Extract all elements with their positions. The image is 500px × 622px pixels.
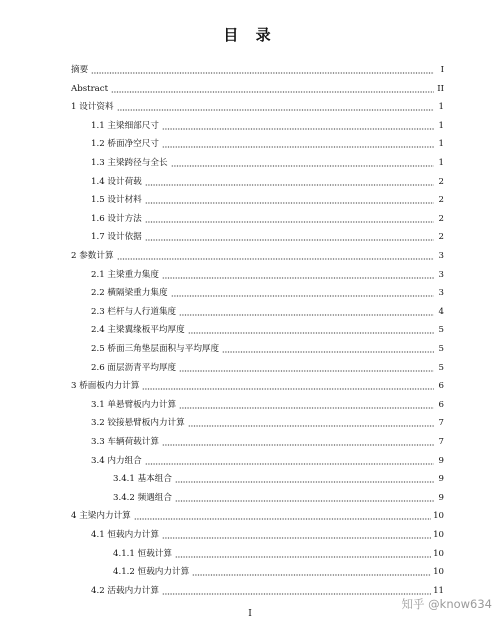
watermark: 知乎 @know634 (401, 597, 492, 611)
toc-entry-label: 4.2 活载内力计算 (91, 585, 159, 596)
toc-entry-page: 10 (433, 511, 444, 522)
toc-entry-label: 1.6 设计方法 (91, 213, 142, 224)
toc-entry-page: 2 (438, 232, 444, 243)
toc-entry (113, 490, 444, 504)
toc-entry-label: 2 参数计算 (71, 251, 114, 261)
toc-entry-page: 6 (438, 381, 444, 392)
toc-leader-dots (117, 258, 434, 260)
toc-leader-dots (117, 109, 434, 111)
toc-entry-page: 2 (438, 195, 444, 206)
toc-entry-label: 3.3 车辆荷载计算 (91, 437, 159, 447)
toc-entry-label: 3.1 单悬臂板内力计算 (91, 399, 177, 410)
toc-entry-page: 2 (438, 176, 444, 187)
toc-entry-page: II (437, 83, 444, 94)
toc-entry (71, 81, 444, 95)
toc-entry (91, 434, 444, 448)
toc-entry-page: 10 (433, 548, 444, 559)
page-number-footer: I (248, 609, 252, 619)
toc-entry-page: 10 (433, 567, 444, 578)
toc-entry-label: 1.1 主梁细部尺寸 (91, 120, 159, 131)
toc-entry-page: 6 (438, 399, 444, 410)
toc-entry-label: 3.4.2 频遇组合 (113, 492, 172, 503)
toc-entry-label: 1.5 设计材料 (91, 195, 142, 206)
toc-leader-dots (179, 407, 434, 409)
toc-leader-dots (179, 370, 434, 372)
toc-entry (71, 378, 444, 392)
toc-entry-page: 1 (438, 139, 444, 150)
toc-entry-page: 9 (438, 455, 444, 466)
toc-leader-dots (171, 295, 434, 297)
toc-leader-dots (188, 425, 434, 427)
toc-entry-label: 2.3 栏杆与人行道集度 (91, 306, 177, 317)
toc-title: 目 录 (223, 26, 277, 44)
toc-leader-dots (162, 277, 434, 279)
toc-entry-page: 11 (433, 585, 444, 596)
toc-entry-label: 1.4 设计荷载 (91, 176, 142, 187)
toc-entry (113, 471, 444, 485)
toc-entry-label: 2.2 横隔梁重力集度 (91, 288, 168, 299)
toc-entry-page: 1 (438, 102, 444, 113)
toc-leader-dots (145, 184, 434, 186)
toc-leader-dots (134, 518, 431, 520)
toc-entry (71, 62, 444, 76)
toc-leader-dots (162, 128, 434, 130)
toc-entry (91, 285, 444, 299)
toc-entry (91, 527, 444, 541)
toc-entry-label: 3.2 铰接悬臂板内力计算 (91, 418, 185, 429)
toc-entry (71, 99, 444, 113)
toc-leader-dots (145, 463, 434, 465)
toc-leader-dots (162, 444, 434, 446)
toc-leader-dots (162, 593, 431, 595)
toc-leader-dots (162, 146, 434, 148)
toc-entry-label: 3.4.1 基本组合 (113, 474, 172, 485)
toc-entry (71, 508, 444, 522)
toc-entry-page: 5 (438, 344, 444, 354)
toc-entry (91, 360, 444, 374)
toc-entry-page: 9 (438, 492, 444, 503)
toc-leader-dots (175, 556, 431, 558)
toc-entry-label: 4 主梁内力计算 (71, 511, 131, 522)
toc-entry (91, 211, 444, 225)
toc-entry-label: 4.1 恒载内力计算 (91, 530, 159, 540)
toc-entry-label: 1.2 桥面净空尺寸 (91, 139, 159, 150)
toc-entry (71, 248, 444, 262)
toc-leader-dots (175, 500, 434, 502)
toc-entry-page: 5 (438, 362, 444, 373)
toc-entry (91, 155, 444, 169)
toc-leader-dots (171, 165, 434, 167)
toc-entry (91, 229, 444, 243)
toc-entry (91, 118, 444, 132)
toc-entry (113, 564, 444, 578)
toc-entry-page: 3 (438, 288, 444, 299)
toc-entry-page: I (440, 65, 444, 75)
toc-entry-label: 1.3 主梁跨径与全长 (91, 158, 168, 168)
toc-entry-label: Abstract (71, 83, 109, 94)
toc-leader-dots (179, 314, 434, 316)
toc-leader-dots (145, 239, 434, 241)
toc-entry-label: 3 桥面板内力计算 (71, 381, 140, 392)
toc-entry-page: 7 (438, 437, 444, 447)
toc-entry (91, 267, 444, 281)
toc-entry (113, 546, 444, 560)
toc-entry (91, 583, 444, 597)
toc-entry (91, 136, 444, 150)
toc-leader-dots (162, 537, 431, 539)
toc-entry-page: 1 (438, 158, 444, 168)
toc-entry-page: 1 (438, 120, 444, 131)
toc-leader-dots (222, 351, 434, 353)
toc-entry-label: 2.4 主梁翼缘板平均厚度 (91, 325, 185, 336)
toc-entry-page: 4 (438, 306, 444, 317)
toc-entry (91, 453, 444, 467)
toc-entry (91, 415, 444, 429)
toc-leader-dots (145, 202, 434, 204)
toc-entry-page: 3 (438, 269, 444, 280)
toc-leader-dots (111, 91, 434, 93)
toc-leader-dots (175, 481, 434, 483)
toc-entry-label: 4.1.2 恒载内力计算 (113, 567, 190, 578)
toc-entry (91, 192, 444, 206)
toc-leader-dots (192, 574, 431, 576)
toc-entry (91, 174, 444, 188)
toc-entry-label: 3.4 内力组合 (91, 455, 142, 466)
toc-entry (91, 322, 444, 336)
toc-entry-label: 1 设计资料 (71, 102, 114, 113)
toc-leader-dots (145, 221, 434, 223)
toc-entry-page: 2 (438, 213, 444, 224)
toc-entry-label: 摘要 (71, 65, 89, 75)
toc-entry (91, 397, 444, 411)
toc-entry-label: 2.5 桥面三角垫层面积与平均厚度 (91, 344, 220, 354)
toc-leader-dots (91, 72, 434, 74)
toc-entry-label: 4.1.1 恒载计算 (113, 548, 172, 559)
toc-entry-page: 7 (438, 418, 444, 429)
toc-entry-label: 1.7 设计依据 (91, 232, 142, 243)
toc-entry (91, 341, 444, 355)
toc-entry (91, 304, 444, 318)
toc-entry-page: 3 (438, 251, 444, 261)
toc-leader-dots (142, 388, 434, 390)
toc-leader-dots (188, 332, 434, 334)
toc-entry-label: 2.6 面层沥青平均厚度 (91, 362, 177, 373)
toc-entry-label: 2.1 主梁重力集度 (91, 269, 159, 280)
toc-entry-page: 5 (438, 325, 444, 336)
toc-entry-page: 9 (438, 474, 444, 485)
toc-entry-page: 10 (433, 530, 444, 540)
